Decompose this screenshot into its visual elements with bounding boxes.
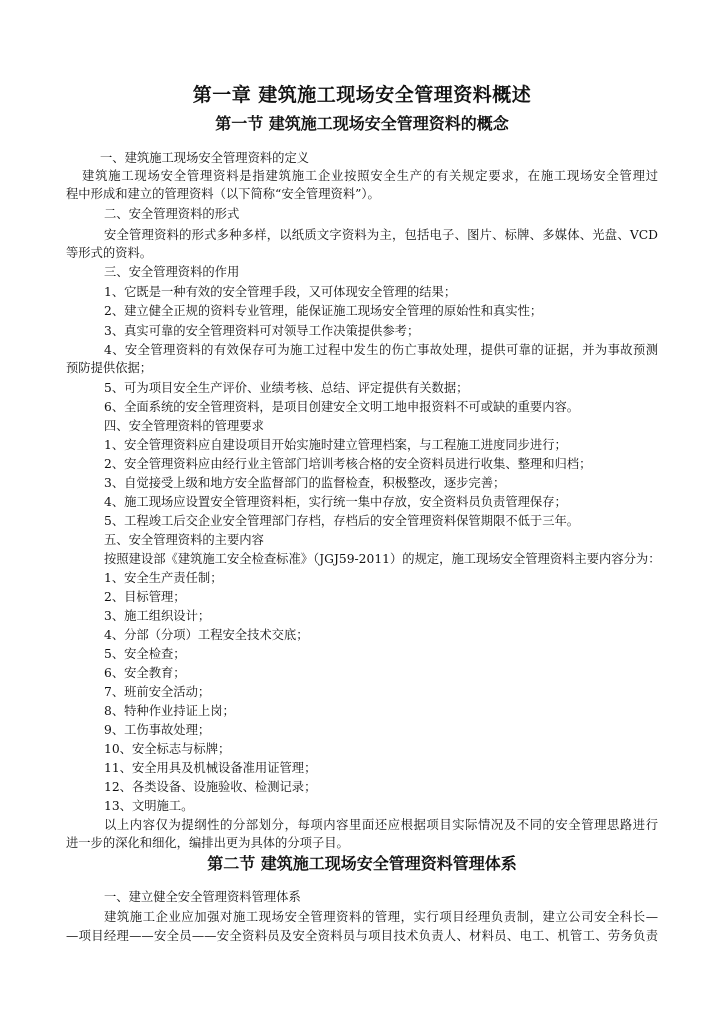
list-item: 5、工程竣工后交企业安全管理部门存档，存档后的安全管理资料保管期限不低于三年。 (104, 514, 580, 528)
paragraph-line: 进一步的深化和细化，编排出更为具体的分项子目。 (66, 836, 349, 850)
list-item: 6、全面系统的安全管理资料，是项目创建安全文明工地申报资料不可或缺的重要内容。 (104, 400, 580, 414)
chapter-title: 第一章 建筑施工现场安全管理资料概述 (192, 84, 532, 106)
paragraph-line: 以上内容仅为提纲性的分部划分，每项内容里面还应根据项目实际情况及不同的安全管理思路进行 (104, 818, 658, 832)
section-heading: 一、建筑施工现场安全管理资料的定义 (100, 151, 310, 165)
list-item: 3、真实可靠的安全管理资料可对领导工作决策提供参考； (104, 324, 420, 338)
list-item: 8、特种作业持证上岗； (104, 704, 235, 718)
list-item: 预防提供依据； (66, 361, 153, 375)
list-item: 1、安全生产责任制； (104, 571, 223, 585)
list-item: 3、自觉接受上级和地方安全监督部门的监督检查，积极整改，逐步完善； (104, 476, 506, 490)
paragraph-line: 程中形成和建立的管理资料（以下简称“安全管理资料”）。 (66, 187, 380, 201)
list-item: 2、建立健全正规的资料专业管理，能保证施工现场安全管理的原始性和真实性； (104, 304, 543, 318)
list-item: 2、安全管理资料应由经行业主管部门培训考核合格的安全资料员进行收集、整理和归档； (104, 457, 592, 471)
section-heading: 一、建立健全安全管理资料管理体系 (104, 890, 301, 904)
section-heading: 四、安全管理资料的管理要求 (104, 419, 264, 433)
paragraph-line: —项目经理——安全员——安全资料员及安全资料员与项目技术负责人、材料员、电工、机管工、劳务负责 (66, 929, 658, 943)
list-item: 9、工伤事故处理； (104, 723, 211, 737)
paragraph-line: 建筑施工企业应加强对施工现场安全管理资料的管理，实行项目经理负责制，建立公司安全科长— (104, 910, 658, 924)
section-title: 第一节 建筑施工现场安全管理资料的概念 (215, 114, 509, 133)
list-item: 1、安全管理资料应自建设项目开始实施时建立管理档案，与工程施工进度同步进行； (104, 438, 567, 452)
paragraph-line: 安全管理资料的形式多种多样，以纸质文字资料为主，包括电子、图片、标牌、多媒体、光盘、VCD (104, 228, 658, 242)
list-item: 3、施工组织设计； (104, 609, 211, 623)
list-item: 5、安全检查； (104, 647, 186, 661)
list-item: 5、可为项目安全生产评价、业绩考核、总结、评定提供有关数据； (104, 381, 469, 395)
list-item: 4、安全管理资料的有效保存可为施工过程中发生的伤亡事故处理，提供可靠的证据，并为事故预测 (104, 343, 658, 357)
list-item: 6、安全教育； (104, 666, 186, 680)
list-item: 2、目标管理； (104, 590, 186, 604)
list-item: 1、它既是一种有效的安全管理手段，又可体现安全管理的结果； (104, 285, 457, 299)
paragraph-line: 建筑施工现场安全管理资料是指建筑施工企业按照安全生产的有关规定要求，在施工现场安全管理过 (82, 169, 658, 183)
section-heading: 五、安全管理资料的主要内容 (104, 533, 264, 547)
list-item: 10、安全标志与标牌； (104, 742, 231, 756)
section-heading: 三、安全管理资料的作用 (104, 265, 240, 279)
list-item: 11、安全用具及机械设备准用证管理； (104, 761, 317, 775)
section-title: 第二节 建筑施工现场安全管理资料管理体系 (207, 854, 517, 873)
section-heading: 二、安全管理资料的形式 (104, 207, 240, 221)
list-item: 12、各类设备、设施验收、检测记录； (104, 780, 317, 794)
paragraph-line: 按照建设部《建筑施工安全检查标准》（JGJ59-2011）的规定，施工现场安全管理资料主要内容分为： (104, 552, 661, 566)
paragraph-line: 等形式的资料。 (66, 246, 153, 260)
list-item: 13、文明施工。 (104, 799, 194, 813)
list-item: 7、班前安全活动； (104, 685, 211, 699)
list-item: 4、施工现场应设置安全管理资料柜，实行统一集中存放，安全资料员负责管理保存； (104, 495, 567, 509)
list-item: 4、分部（分项）工程安全技术交底； (104, 628, 309, 642)
